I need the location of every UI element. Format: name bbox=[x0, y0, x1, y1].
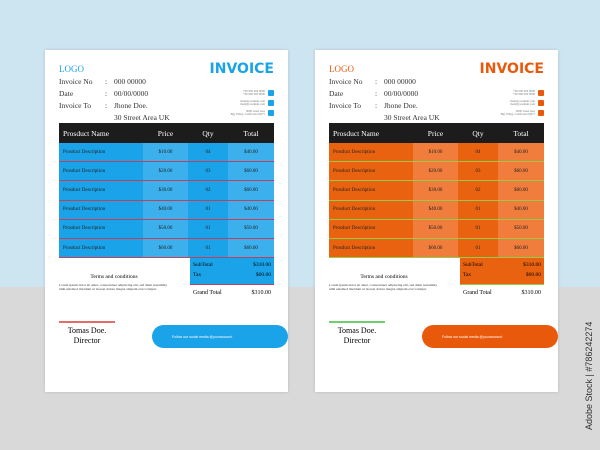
table-cell: $10.00 bbox=[413, 143, 458, 161]
signer-role: Director bbox=[73, 336, 101, 345]
table-cell: 01 bbox=[188, 239, 228, 257]
total-label: Tax bbox=[463, 272, 472, 278]
phone-icon bbox=[268, 90, 274, 96]
column-header: Qty bbox=[202, 128, 214, 138]
terms-section bbox=[329, 274, 439, 291]
address bbox=[384, 113, 440, 122]
table-cell: 01 bbox=[458, 201, 498, 219]
contact-row bbox=[214, 88, 274, 98]
table-cell: Prosduct Description bbox=[329, 162, 413, 180]
invoice-title: INVOICE bbox=[209, 61, 274, 77]
contact-row bbox=[214, 98, 274, 108]
table-row bbox=[59, 143, 274, 162]
table-cell: Prosduct Description bbox=[329, 201, 413, 219]
total-label: SubTotal bbox=[463, 262, 483, 268]
totals-box bbox=[190, 258, 274, 285]
table-row bbox=[329, 239, 544, 258]
table-row bbox=[329, 181, 544, 200]
contact-info bbox=[214, 88, 274, 118]
table-body bbox=[329, 143, 544, 258]
invoice-meta-row bbox=[59, 77, 146, 86]
terms-text: Lorem ipsum dolor sit amet, consectetuer adipiscing elit, sed diam nonummy nibh euismod tincidunt ut laoreet dolore magna aliquam erat volutpat. bbox=[329, 283, 438, 292]
colon: : bbox=[375, 89, 378, 98]
signer-name: Tomas Doe. bbox=[67, 326, 107, 335]
table-cell: $50.00 bbox=[413, 220, 458, 238]
table-cell: Prosduct Description bbox=[329, 239, 413, 257]
table-cell: Prosduct Description bbox=[59, 181, 143, 199]
table-row bbox=[59, 239, 274, 258]
contact-text: 0000 street area Big Valley, California 00477 bbox=[500, 108, 535, 116]
total-value: $00.00 bbox=[525, 272, 541, 278]
table-cell: Prosduct Description bbox=[59, 201, 143, 219]
table-cell: Prosduct Description bbox=[329, 143, 413, 161]
grand-total bbox=[463, 290, 541, 296]
contact-text: mail@yourmail.com mail@yourmail.com bbox=[510, 98, 535, 106]
grand-total-value: $310.00 bbox=[521, 290, 541, 296]
table-row bbox=[59, 201, 274, 220]
table-cell: Prosduct Description bbox=[329, 181, 413, 199]
contact-text: 0000 street area Big Valley, California 00477 bbox=[230, 108, 265, 116]
meta-label: Invoice No bbox=[329, 77, 363, 86]
total-label: Tax bbox=[193, 272, 202, 278]
meta-label: Invoice No bbox=[59, 77, 93, 86]
table-cell: 01 bbox=[188, 201, 228, 219]
table-cell: 04 bbox=[458, 143, 498, 161]
table-cell: Prosduct Description bbox=[59, 162, 143, 180]
invoice-meta-row bbox=[329, 101, 418, 110]
total-line bbox=[463, 272, 541, 282]
table-cell: 03 bbox=[458, 162, 498, 180]
table-cell: $60.00 bbox=[498, 181, 544, 199]
location-icon bbox=[268, 110, 274, 116]
contact-text: +00 000 000 0000 +00 000 000 0000 bbox=[513, 88, 535, 96]
total-label: SubTotal bbox=[193, 262, 213, 268]
invoice-meta-row bbox=[329, 77, 416, 86]
contact-row bbox=[484, 108, 544, 118]
table-cell: Prosduct Description bbox=[59, 220, 143, 238]
table-cell: $30.00 bbox=[143, 181, 188, 199]
column-header: Prosduct Name bbox=[333, 128, 380, 138]
table-row bbox=[329, 220, 544, 239]
table-cell: $20.00 bbox=[143, 162, 188, 180]
meta-label: Invoice To bbox=[59, 101, 92, 110]
signer-name: Tomas Doe. bbox=[337, 326, 377, 335]
table-cell: $10.00 bbox=[143, 143, 188, 161]
logo: LOGO bbox=[59, 64, 84, 74]
social-media-banner[interactable]: Follow our social media @youraccount bbox=[152, 325, 288, 348]
column-header: Price bbox=[157, 128, 174, 138]
email-icon bbox=[268, 100, 274, 106]
signer-role: Director bbox=[343, 336, 371, 345]
social-media-banner[interactable]: Follow our social media @youraccount bbox=[422, 325, 558, 348]
table-cell: $60.00 bbox=[228, 181, 274, 199]
colon: : bbox=[105, 77, 108, 86]
table-cell: 02 bbox=[458, 181, 498, 199]
email-icon bbox=[538, 100, 544, 106]
table-row bbox=[329, 201, 544, 220]
table-cell: $40.00 bbox=[228, 201, 274, 219]
colon: : bbox=[375, 77, 378, 86]
contact-text: mail@yourmail.com mail@yourmail.com bbox=[240, 98, 265, 106]
contact-row bbox=[484, 98, 544, 108]
address bbox=[114, 113, 170, 122]
invoice-page-orange bbox=[315, 50, 558, 392]
table-cell: $20.00 bbox=[413, 162, 458, 180]
total-line bbox=[463, 262, 541, 272]
colon: : bbox=[105, 89, 108, 98]
table-row bbox=[59, 220, 274, 239]
table-cell: $60.00 bbox=[498, 162, 544, 180]
invoice-page-blue bbox=[45, 50, 288, 392]
signature-line bbox=[59, 321, 115, 323]
table-cell: Prosduct Description bbox=[59, 239, 143, 257]
total-line bbox=[193, 272, 271, 282]
column-header: Total bbox=[513, 128, 529, 138]
colon: : bbox=[375, 101, 378, 110]
table-cell: $40.00 bbox=[228, 143, 274, 161]
location-icon bbox=[538, 110, 544, 116]
meta-value: 00/00/0000 bbox=[384, 89, 419, 98]
table-row bbox=[329, 143, 544, 162]
meta-label: Invoice To bbox=[329, 101, 362, 110]
grand-total-value: $310.00 bbox=[251, 290, 271, 296]
signature bbox=[59, 326, 115, 346]
invoice-meta-row bbox=[59, 101, 148, 110]
column-header: Price bbox=[427, 128, 444, 138]
table-cell: 01 bbox=[458, 239, 498, 257]
grand-total bbox=[193, 290, 271, 296]
table-cell: $60.00 bbox=[143, 239, 188, 257]
table-cell: 04 bbox=[188, 143, 228, 161]
meta-label: Date bbox=[59, 89, 74, 98]
table-cell: $60.00 bbox=[413, 239, 458, 257]
terms-title: Terms and conditions bbox=[90, 274, 138, 280]
invoice-title: INVOICE bbox=[479, 61, 544, 77]
table-cell: 01 bbox=[458, 220, 498, 238]
contact-row bbox=[484, 88, 544, 98]
meta-value: 000 00000 bbox=[384, 77, 416, 86]
table-cell: $30.00 bbox=[413, 181, 458, 199]
table-cell: $50.00 bbox=[498, 220, 544, 238]
grand-total-label: Grand Total bbox=[193, 290, 222, 296]
table-cell: $40.00 bbox=[498, 143, 544, 161]
address-text: 30 Street Area UK bbox=[114, 113, 170, 122]
table-cell: Prosduct Description bbox=[329, 220, 413, 238]
table-cell: 03 bbox=[188, 162, 228, 180]
table-row bbox=[329, 162, 544, 181]
invoice-meta-row bbox=[59, 89, 148, 98]
table-cell: $40.00 bbox=[413, 201, 458, 219]
column-header: Prosduct Name bbox=[63, 128, 110, 138]
meta-value: Jhone Doe. bbox=[384, 101, 418, 110]
table-cell: $50.00 bbox=[228, 220, 274, 238]
stock-watermark: Adobe Stock | #786242274 bbox=[584, 321, 594, 430]
table-cell: $40.00 bbox=[143, 201, 188, 219]
phone-icon bbox=[538, 90, 544, 96]
table-header bbox=[329, 123, 544, 143]
grand-total-label: Grand Total bbox=[463, 290, 492, 296]
total-value: $310.00 bbox=[253, 262, 271, 268]
table-header bbox=[59, 123, 274, 143]
table-cell: $40.00 bbox=[498, 201, 544, 219]
totals-box bbox=[460, 258, 544, 285]
column-header: Qty bbox=[472, 128, 484, 138]
address-text: 30 Street Area UK bbox=[384, 113, 440, 122]
signature bbox=[329, 326, 385, 346]
invoice-meta-row bbox=[329, 89, 418, 98]
meta-value: 000 00000 bbox=[114, 77, 146, 86]
table-row bbox=[59, 181, 274, 200]
table-cell: Prosduct Description bbox=[59, 143, 143, 161]
table-cell: 02 bbox=[188, 181, 228, 199]
total-value: $310.00 bbox=[523, 262, 541, 268]
terms-title: Terms and conditions bbox=[360, 274, 408, 280]
terms-text: Lorem ipsum dolor sit amet, consectetuer adipiscing elit, sed diam nonummy nibh euismod tincidunt ut laoreet dolore magna aliquam erat volutpat. bbox=[59, 283, 168, 292]
meta-label: Date bbox=[329, 89, 344, 98]
table-cell: $50.00 bbox=[143, 220, 188, 238]
terms-section bbox=[59, 274, 169, 291]
table-row bbox=[59, 162, 274, 181]
meta-value: Jhone Doe. bbox=[114, 101, 148, 110]
total-value: $00.00 bbox=[255, 272, 271, 278]
contact-row bbox=[214, 108, 274, 118]
table-cell: 01 bbox=[188, 220, 228, 238]
signature-line bbox=[329, 321, 385, 323]
table-cell: $60.00 bbox=[228, 162, 274, 180]
contact-info bbox=[484, 88, 544, 118]
table-cell: $60.00 bbox=[498, 239, 544, 257]
column-header: Total bbox=[243, 128, 259, 138]
colon: : bbox=[105, 101, 108, 110]
table-cell: $60.00 bbox=[228, 239, 274, 257]
meta-value: 00/00/0000 bbox=[114, 89, 149, 98]
logo: LOGO bbox=[329, 64, 354, 74]
table-body bbox=[59, 143, 274, 258]
contact-text: +00 000 000 0000 +00 000 000 0000 bbox=[243, 88, 265, 96]
total-line bbox=[193, 262, 271, 272]
